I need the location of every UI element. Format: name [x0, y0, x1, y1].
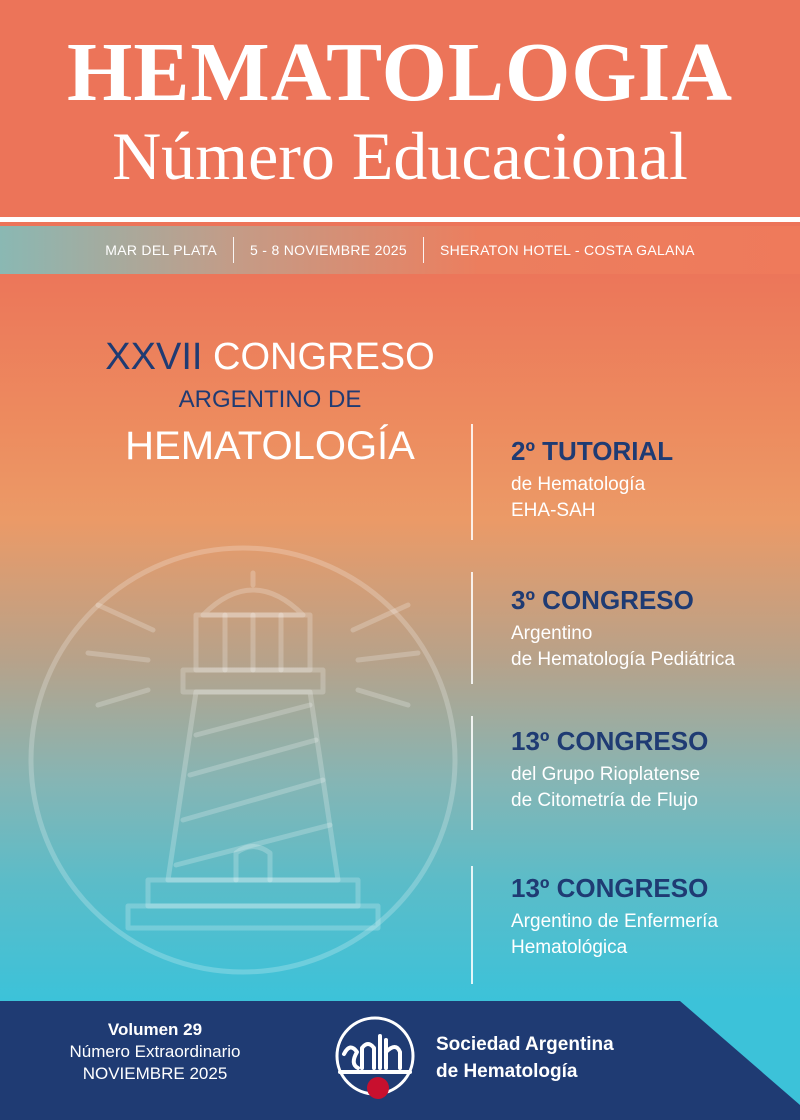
event-divider: [471, 866, 473, 984]
event-city: MAR DEL PLATA: [105, 242, 218, 258]
info-separator: [233, 237, 234, 263]
congress-line2: ARGENTINO DE: [178, 386, 362, 413]
event-line: de Hematología: [511, 474, 646, 495]
event-line: Argentino de Enfermería: [511, 911, 719, 932]
event-block: [511, 873, 800, 961]
event-line: EHA-SAH: [511, 500, 596, 521]
event-title: 13º CONGRESO: [511, 726, 709, 756]
event-divider: [471, 424, 473, 540]
event-block: [511, 436, 800, 524]
lighthouse-icon: [18, 535, 468, 985]
info-separator: [423, 237, 424, 263]
journal-title: HEMATOLOGIA: [67, 26, 733, 119]
sah-logo-icon: [330, 1014, 420, 1104]
society-name: [436, 1031, 614, 1085]
congress-numeral: XXVII: [105, 336, 203, 378]
issue-type: Número Extraordinario: [69, 1042, 241, 1061]
event-divider: [471, 572, 473, 684]
event-line: de Hematología Pediátrica: [511, 649, 735, 670]
event-block: [511, 585, 800, 673]
congress-line3: HEMATOLOGÍA: [125, 424, 415, 468]
event-dates: 5 - 8 NOVIEMBRE 2025: [250, 242, 407, 258]
congress-heading: [40, 336, 500, 378]
society-name-line2: de Hematología: [436, 1061, 578, 1082]
event-venue: SHERATON HOTEL - COSTA GALANA: [439, 242, 695, 258]
event-block: [511, 726, 800, 814]
issue-date: NOVIEMBRE 2025: [82, 1064, 228, 1083]
event-line: Argentino: [511, 623, 593, 644]
masthead-divider: [0, 217, 800, 222]
event-title: 13º CONGRESO: [511, 873, 709, 903]
congress-word: CONGRESO: [213, 336, 435, 378]
event-line: de Citometría de Flujo: [511, 790, 698, 811]
volume-info: [40, 1019, 270, 1085]
event-line: Hematológica: [511, 937, 628, 958]
volume-number: Volumen 29: [107, 1020, 203, 1039]
masthead: [0, 0, 800, 213]
event-divider: [471, 716, 473, 830]
event-title: 3º CONGRESO: [511, 585, 694, 615]
event-info-bar: [0, 226, 800, 274]
event-line: del Grupo Rioplatense: [511, 764, 701, 785]
journal-subtitle: Número Educacional: [112, 118, 688, 194]
event-title: 2º TUTORIAL: [511, 436, 674, 466]
society-name-line1: Sociedad Argentina: [436, 1034, 614, 1055]
